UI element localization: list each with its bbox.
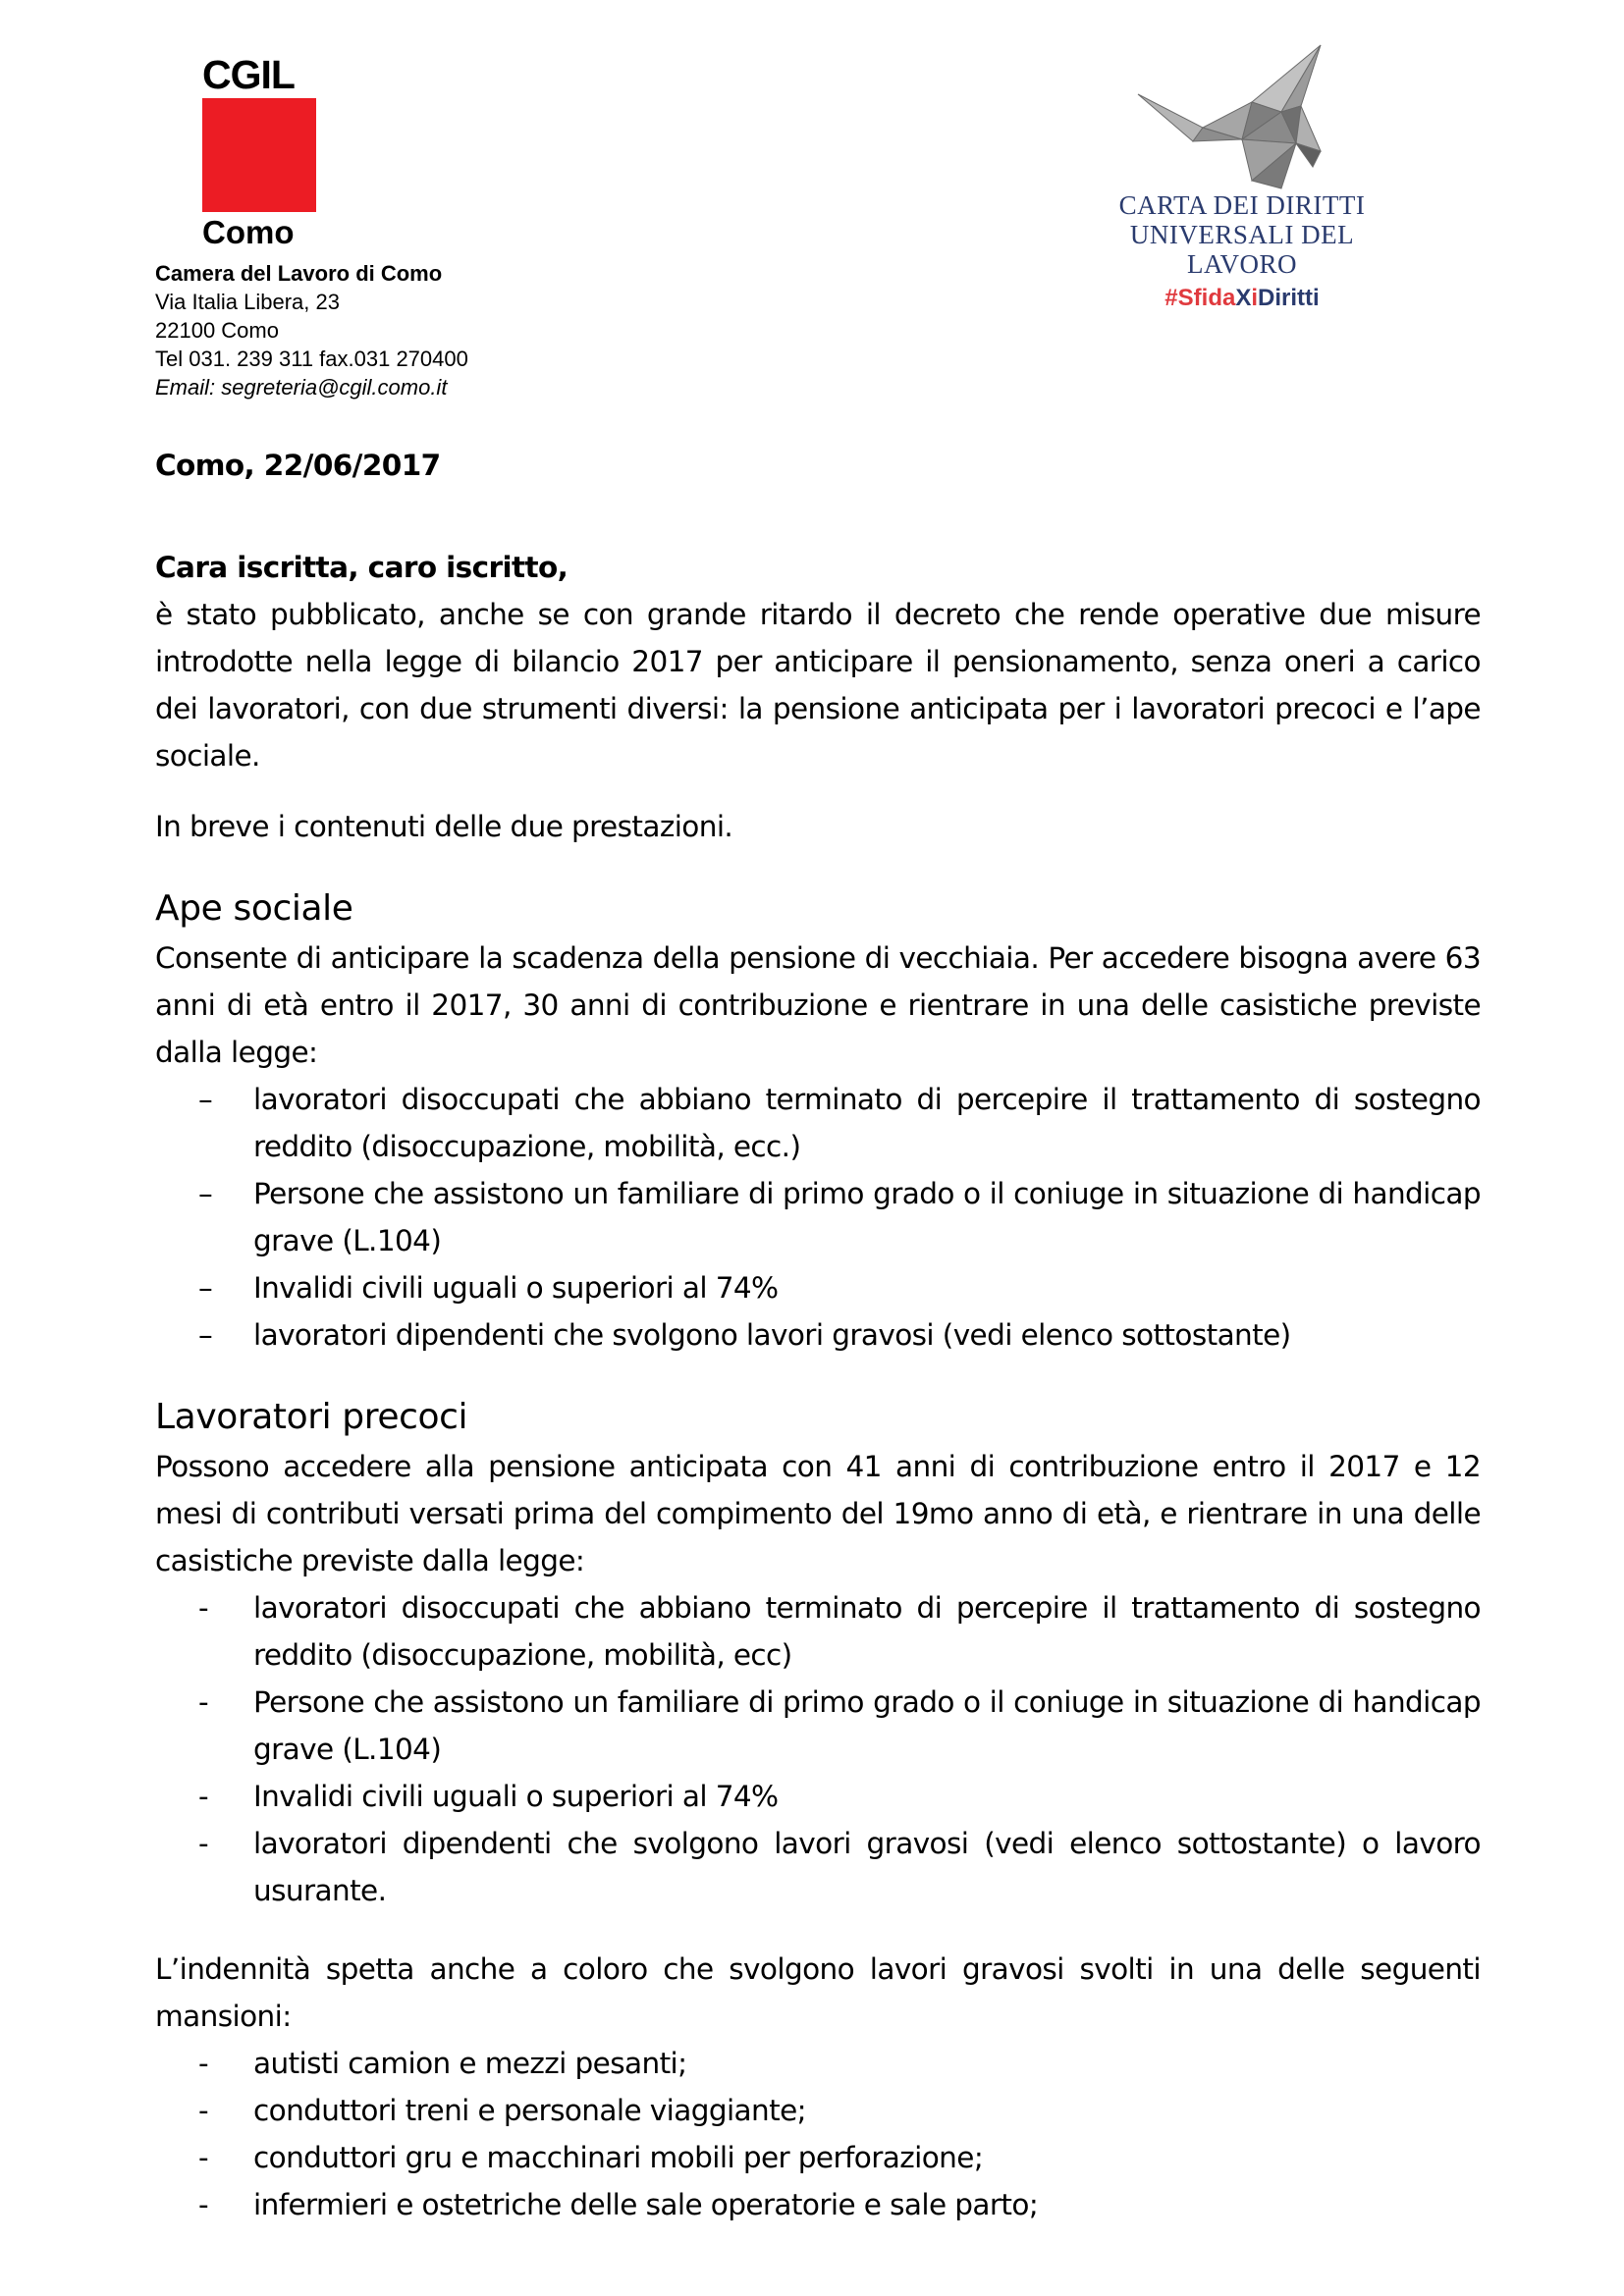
sender-email: Email: segreteria@cgil.como.it	[155, 375, 448, 400]
list-item: – lavoratori dipendenti che svolgono lavori gravosi (vedi elenco sottostante)	[198, 1318, 1291, 1352]
list-item: - conduttori gru e macchinari mobili per perforazione;	[198, 2141, 984, 2174]
section-heading-precoci: Lavoratori precoci	[155, 1397, 468, 1437]
list-item: – Invalidi civili uguali o superiori al 74%	[198, 1271, 779, 1305]
carta-hashtag: #SfidaXiDiritti	[1164, 285, 1320, 311]
section-heading-ape: Ape sociale	[155, 888, 353, 929]
list-item: - conduttori treni e personale viaggiante;	[198, 2094, 806, 2127]
list-item: – Persone che assistono un familiare di primo grado o il coniuge in situazione di handicap grave (L.104)	[198, 1177, 1481, 1257]
precoci-paragraph: Possono accedere alla pensione anticipata con 41 anni di contribuzione entro il 2017 e 12 mesi di contributi versati prima del compimento del 19mo anno di età, e rientrare in una delle casistiche previste dalla legge:	[155, 1450, 1481, 1577]
summary-paragraph: In breve i contenuti delle due prestazioni.	[155, 810, 733, 843]
sender-street: Via Italia Libera, 23	[155, 290, 340, 314]
letter-date: Como, 22/06/2017	[155, 449, 441, 482]
intro-paragraph: è stato pubblicato, anche se con grande ritardo il decreto che rende operative due misure introdotte nella legge di bilancio 2017 per anticipare il pensionamento, senza oneri a carico dei lavoratori, con due strumenti diversi: la pensione anticipata per i lavoratori precoci e l’ape sociale.	[155, 598, 1481, 773]
cgil-logo	[202, 53, 318, 251]
ape-list	[155, 1076, 1481, 1359]
list-item: - lavoratori dipendenti che svolgono lavori gravosi (vedi elenco sottostante) o lavoro usurante.	[198, 1827, 1481, 1907]
indennita-paragraph: L’indennità spetta anche a coloro che svolgono lavori gravosi svolti in una delle seguenti mansioni:	[155, 1952, 1481, 2033]
indennita-list	[155, 2040, 1481, 2228]
sender-city: 22100 Como	[155, 318, 279, 343]
ape-paragraph: Consente di anticipare la scadenza della pensione di vecchiaia. Per accedere bisogna avere 63 anni di età entro il 2017, 30 anni di contribuzione e rientrare in una delle casistiche previste dalla legge:	[155, 941, 1481, 1069]
list-item: – lavoratori disoccupati che abbiano terminato di percepire il trattamento di sostegno reddito (disoccupazione, mobilità, ecc.)	[198, 1083, 1481, 1163]
carta-diritti-logo	[1080, 43, 1404, 314]
cgil-logo-city: Como	[202, 214, 295, 250]
letter-salutation: Cara iscritta, caro iscritto,	[155, 551, 568, 584]
letter-body	[155, 442, 1481, 2228]
cgil-logo-title: CGIL	[202, 52, 295, 97]
carta-title-line1: CARTA DEI DIRITTI	[1118, 190, 1366, 220]
precoci-list	[155, 1584, 1481, 1914]
list-item: - autisti camion e mezzi pesanti;	[198, 2047, 687, 2080]
bird-icon	[1134, 43, 1350, 190]
sender-name: Camera del Lavoro di Como	[155, 261, 443, 286]
carta-title-line2: UNIVERSALI DEL LAVORO	[1129, 220, 1355, 279]
list-item: - infermieri e ostetriche delle sale operatorie e sale parto;	[198, 2188, 1039, 2221]
list-item: - lavoratori disoccupati che abbiano terminato di percepire il trattamento di sostegno reddito (disoccupazione, mobilità, ecc)	[198, 1591, 1481, 1672]
sender-address	[155, 259, 468, 401]
list-item: - Persone che assistono un familiare di primo grado o il coniuge in situazione di handicap grave (L.104)	[198, 1685, 1481, 1766]
cgil-red-square	[202, 98, 316, 212]
sender-phone: Tel 031. 239 311 fax.031 270400	[155, 347, 468, 371]
list-item: - Invalidi civili uguali o superiori al 74%	[198, 1780, 779, 1813]
